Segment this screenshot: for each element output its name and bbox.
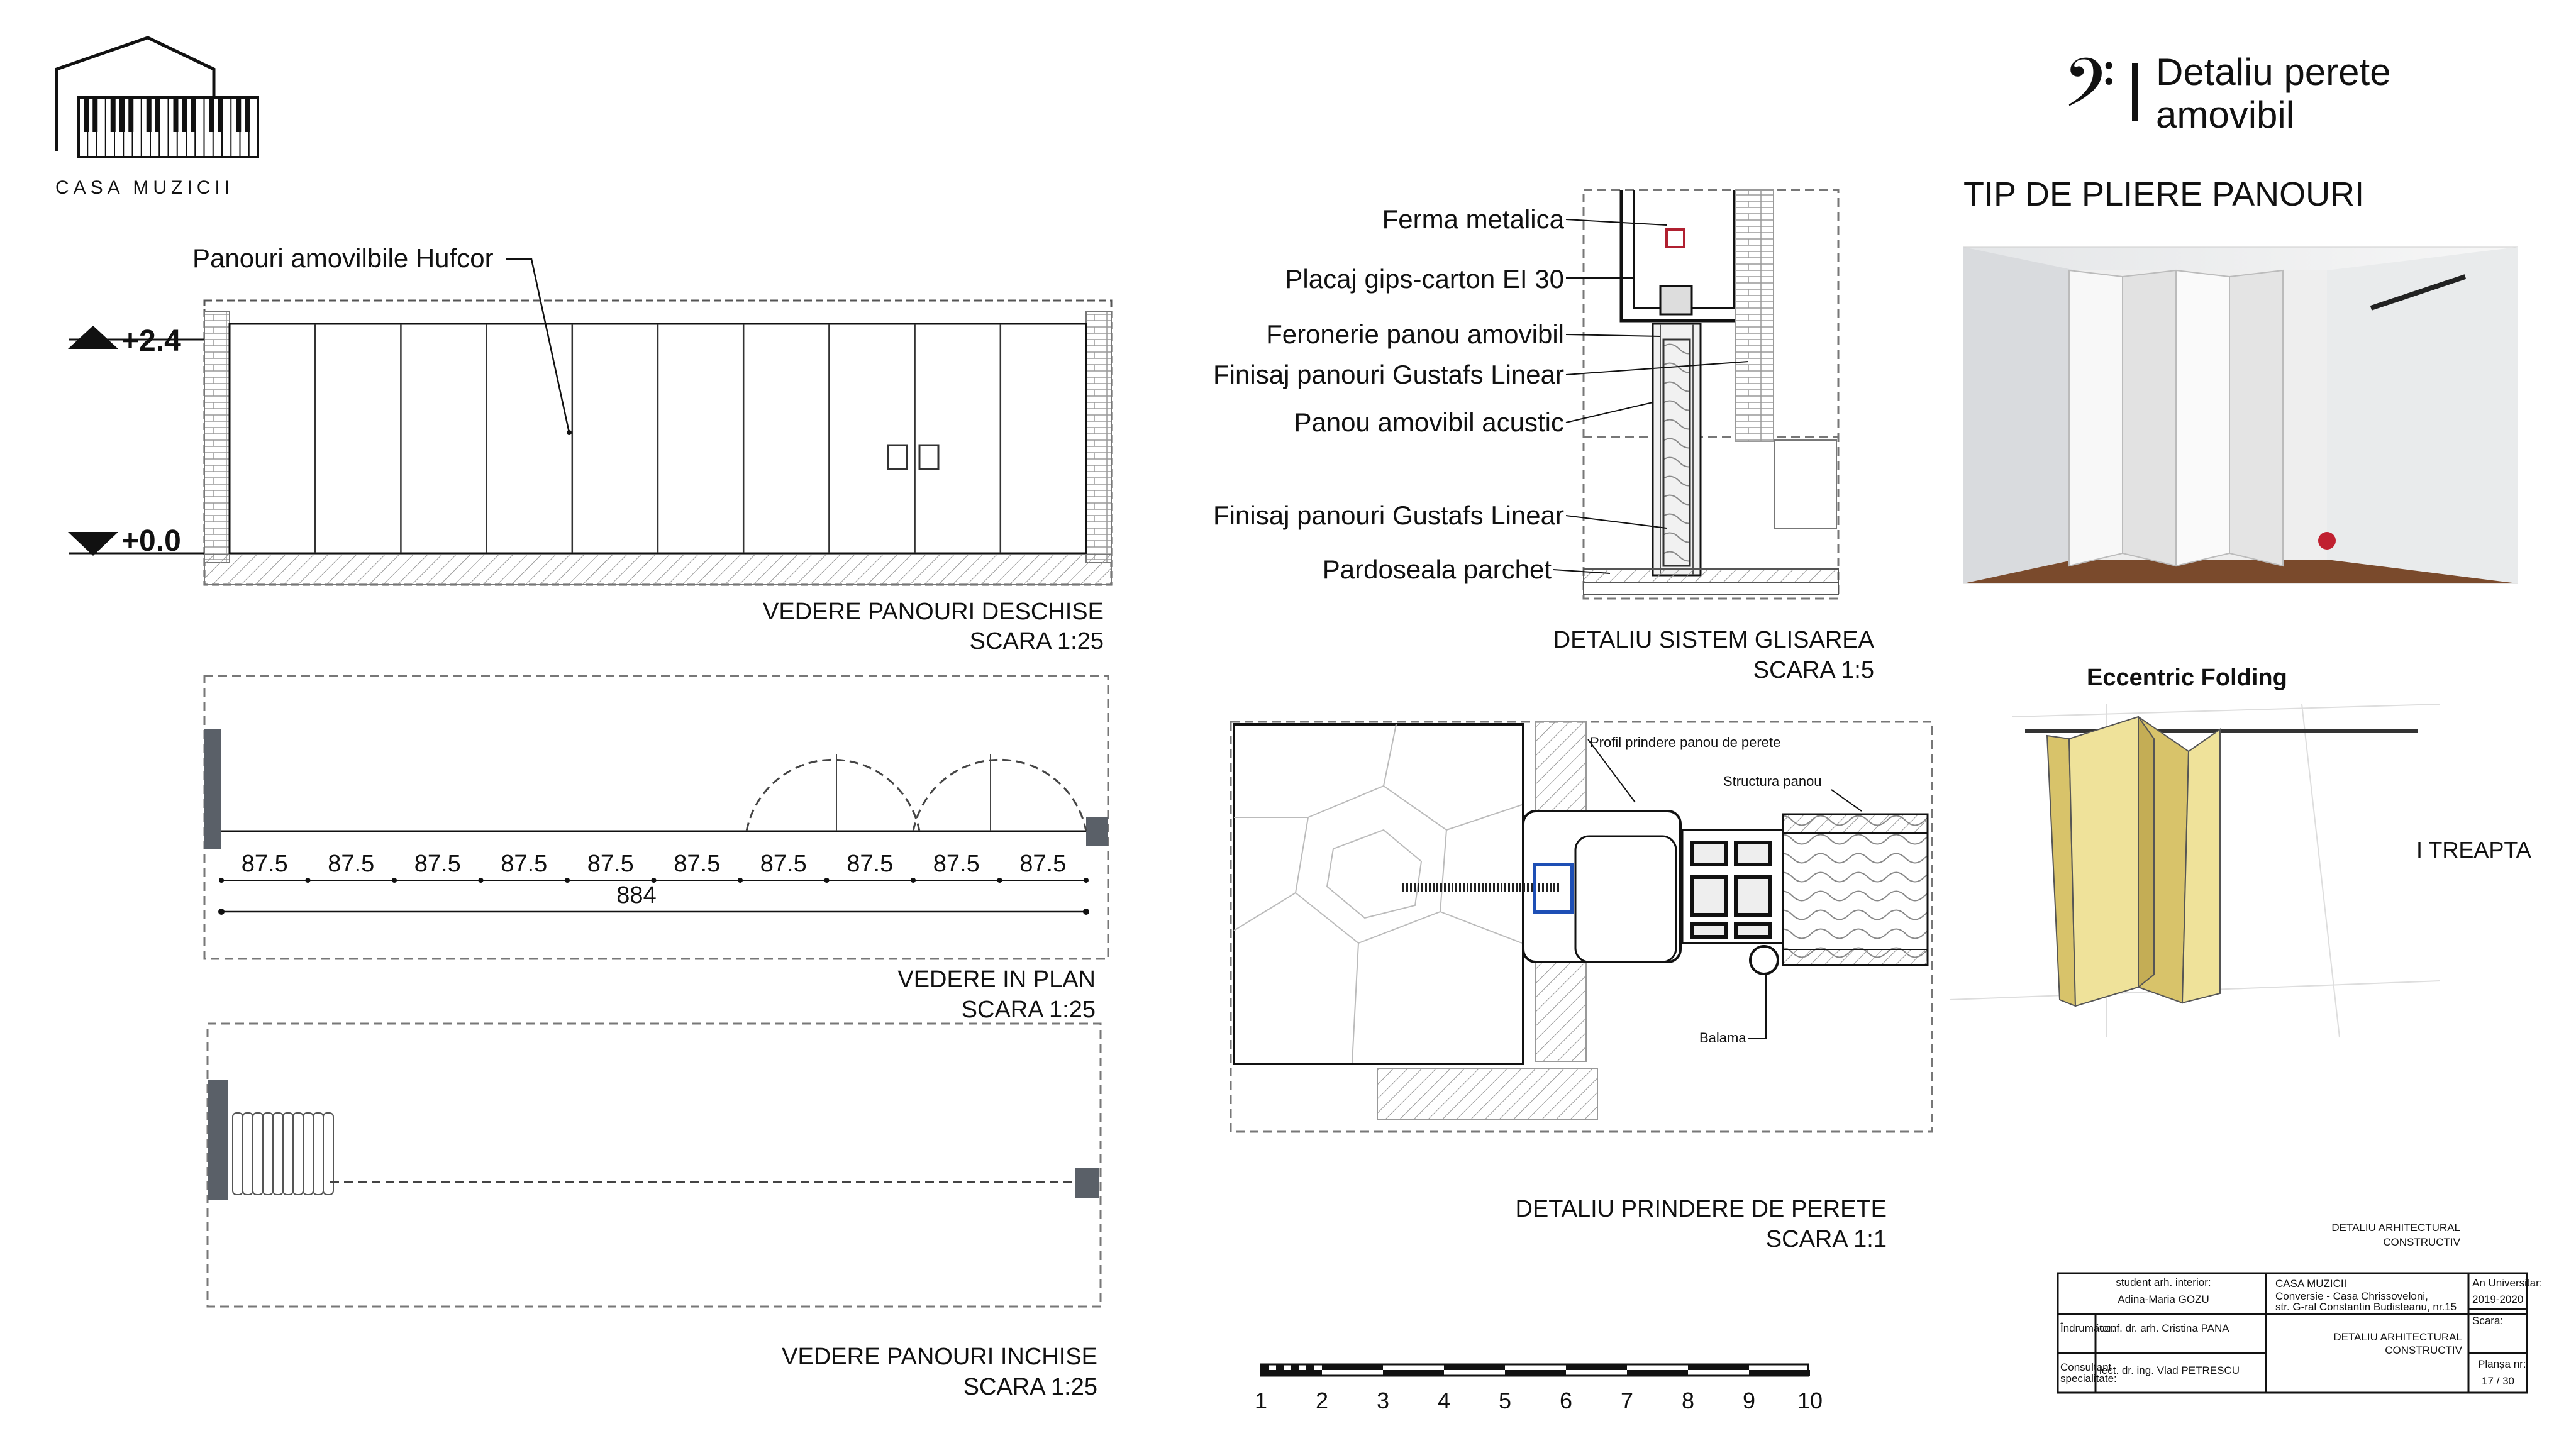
label-placaj: Placaj gips-carton EI 30 (1285, 264, 1564, 294)
tb-top-label-1: DETALIU ARHITECTURAL (2331, 1222, 2460, 1234)
plan-dim-label: 87.5 (414, 851, 461, 877)
scale-plan: SCARA 1:25 (961, 997, 1096, 1023)
scale-number: 10 (1797, 1388, 1823, 1413)
tb-consultant-label-2: specialitate: (2060, 1373, 2117, 1384)
scale-number: 5 (1498, 1388, 1512, 1413)
bass-clef-icon: 𝄢 (2063, 45, 2116, 137)
tb-scale-label: Scara: (2472, 1315, 2504, 1327)
slide-detail (1213, 190, 1875, 683)
plan-view (204, 676, 1108, 1023)
sheet-title (2063, 45, 2391, 137)
steel-truss-icon (1667, 229, 1684, 247)
sheet-title-line2: amovibil (2156, 94, 2295, 136)
scale-closed: SCARA 1:25 (963, 1374, 1097, 1400)
plan-dim-label: 87.5 (328, 851, 375, 877)
title-block (2058, 1222, 2542, 1393)
folding-diagram (1950, 704, 2440, 1037)
scale-number: 3 (1376, 1388, 1390, 1413)
tb-top-label-2: CONSTRUCTIV (2383, 1236, 2460, 1248)
scale-number: 2 (1315, 1388, 1329, 1413)
scale-number: 8 (1681, 1388, 1695, 1413)
plan-wall-left (204, 729, 221, 849)
plan-wall-right (1086, 817, 1108, 846)
tb-student-name: Adina-Maria GOZU (2118, 1293, 2209, 1305)
plan-dim-label: 87.5 (1019, 851, 1067, 877)
tb-tutor: conf. dr. arh. Cristina PANA (2099, 1322, 2229, 1334)
tb-plate-label: Planșa nr: (2478, 1358, 2526, 1370)
plan-dim-label: 87.5 (674, 851, 721, 877)
scale-number: 7 (1620, 1388, 1634, 1413)
level-marker-bottom-icon (68, 532, 118, 556)
label-profile: Profil prindere panou de perete (1590, 734, 1781, 750)
wall-fixing-detail (1231, 722, 1932, 1252)
tb-tutor-label: Îndrumător: (2060, 1322, 2115, 1334)
level-bottom: +0.0 (121, 524, 181, 558)
plan-dim-label: 87.5 (587, 851, 634, 877)
label-finisaj-2: Finisaj panouri Gustafs Linear (1213, 500, 1564, 530)
tb-plate: 17 / 30 (2482, 1375, 2514, 1387)
plan-dim-label: 87.5 (847, 851, 894, 877)
plan-dim-label: 87.5 (241, 851, 288, 877)
hinge-icon (1750, 946, 1778, 974)
tb-year-label: An Universitar: (2472, 1277, 2543, 1289)
caption-slide: DETALIU SISTEM GLISAREA (1553, 627, 1874, 653)
scale-number: 9 (1742, 1388, 1756, 1413)
piano-keys-icon (79, 97, 258, 157)
scale-bar (1255, 1364, 1823, 1413)
level-top: +2.4 (121, 324, 181, 358)
tb-project-line2: Conversie - Casa Chrissoveloni, (2275, 1290, 2428, 1302)
elevation-closed (208, 1024, 1101, 1400)
folding-section (1950, 175, 2531, 1037)
label-hinge: Balama (1699, 1030, 1746, 1046)
plan-total: 884 (616, 882, 657, 909)
tb-student-label: student arh. interior: (2116, 1276, 2211, 1288)
plan-dim-label: 87.5 (760, 851, 807, 877)
scale-wall: SCARA 1:1 (1765, 1226, 1887, 1252)
scale-number: 1 (1254, 1388, 1268, 1413)
label-structure: Structura panou (1723, 773, 1822, 789)
folding-side-text: I TREAPTA (2416, 837, 2531, 863)
tb-consultant-label-1: Consultant (2060, 1361, 2112, 1373)
room-photo (1963, 247, 2518, 583)
logo (55, 38, 258, 198)
label-ferma: Ferma metalica (1382, 204, 1564, 234)
callout-panels: Panouri amovilbile Hufcor (192, 243, 494, 273)
label-feronerie: Feronerie panou amovibil (1266, 319, 1564, 349)
scale-slide: SCARA 1:5 (1753, 657, 1874, 683)
level-marker-top-icon (68, 326, 118, 349)
plan-dim-label: 87.5 (501, 851, 548, 877)
caption-wall: DETALIU PRINDERE DE PERETE (1515, 1196, 1887, 1222)
scale-open: SCARA 1:25 (969, 628, 1104, 655)
caption-plan: VEDERE IN PLAN (897, 966, 1096, 993)
scale-number: 4 (1437, 1388, 1451, 1413)
folding-heading: TIP DE PLIERE PANOURI (1963, 175, 2365, 213)
plan-dimensions (219, 851, 1089, 883)
caption-open: VEDERE PANOURI DESCHISE (763, 599, 1104, 625)
tb-sheet-title-2: CONSTRUCTIV (2385, 1344, 2462, 1356)
label-finisaj-1: Finisaj panouri Gustafs Linear (1213, 360, 1564, 389)
tb-project-line3: str. G-ral Constantin Budisteanu, nr.15 (2275, 1301, 2457, 1313)
tb-sheet-title-1: DETALIU ARHITECTURAL (2333, 1331, 2462, 1343)
sheet-title-line1: Detaliu perete (2156, 51, 2391, 93)
elevation-open (68, 243, 1111, 655)
tb-consultant: lect. dr. ing. Vlad PETRESCU (2099, 1364, 2240, 1376)
tb-year: 2019-2020 (2472, 1293, 2524, 1305)
tb-project: CASA MUZICII (2275, 1278, 2347, 1290)
label-pardoseala: Pardoseala parchet (1322, 555, 1552, 584)
logo-text: CASA MUZICII (55, 177, 235, 198)
caption-closed: VEDERE PANOURI INCHISE (782, 1344, 1097, 1370)
label-panou-acustic: Panou amovibil acustic (1294, 407, 1564, 437)
folding-diagram-title: Eccentric Folding (2087, 665, 2287, 691)
stacked-panels (233, 1113, 333, 1195)
plan-dim-label: 87.5 (933, 851, 980, 877)
scale-number: 6 (1559, 1388, 1573, 1413)
